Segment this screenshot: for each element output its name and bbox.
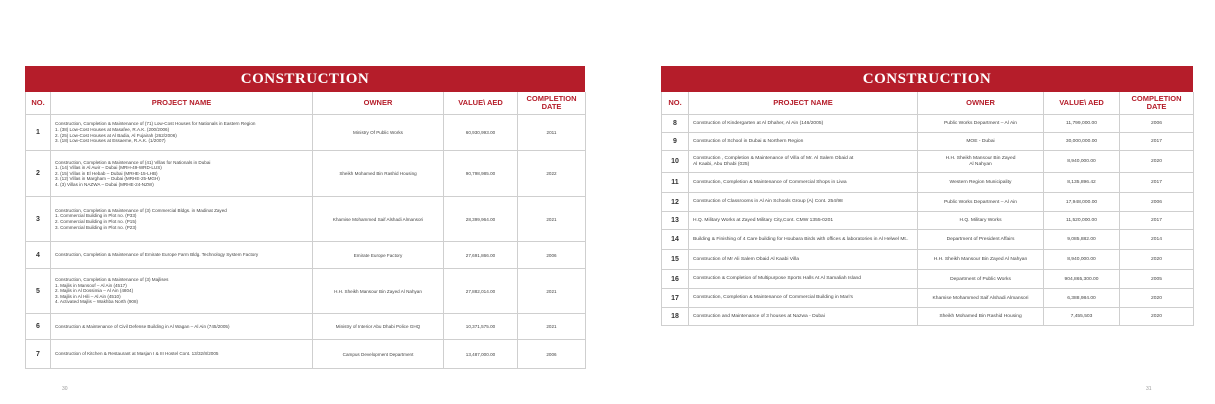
row-owner: Department of Public Works	[918, 270, 1044, 289]
row-owner: Khamise Mohammed Saif Alshadi Almansori	[313, 197, 444, 242]
row-project: Building & Finishing of 4 Care building for Houbara Birds with offices & laboratories in Al Helwel Mt..	[689, 230, 918, 250]
page-number-left: 30	[62, 386, 68, 392]
row-project: Construction, Completion & Maintenance of Commercial Shops in Liwa	[689, 173, 918, 193]
table-row	[662, 193, 1194, 212]
col-header-value: VALUE\ AED	[444, 92, 518, 115]
row-no: 7	[26, 340, 51, 369]
projects-table	[661, 92, 1194, 326]
table-row	[26, 242, 586, 269]
row-date: 2006	[518, 242, 586, 269]
row-value: 7,455,503	[1044, 308, 1120, 326]
table-row	[26, 115, 586, 151]
row-value: 27,691,866.00	[444, 242, 518, 269]
row-value: 8,940,000.00	[1044, 250, 1120, 270]
left-page	[25, 66, 585, 369]
row-date: 2017	[1120, 173, 1194, 193]
row-no: 5	[26, 269, 51, 314]
row-date: 2022	[518, 151, 586, 197]
row-owner: Sheikh Mohamed Bin Rashid Housing	[313, 151, 444, 197]
row-project: Construction of Classrooms in Al Ain Schools Group (A) Cont. 254/98	[689, 193, 918, 212]
row-no: 12	[662, 193, 689, 212]
col-header-no: NO.	[662, 92, 689, 115]
row-project: Construction, Completion & Maintenance of Emirate Europe Farm Bldg. Technology System Factory	[51, 242, 313, 269]
page-number-right: 31	[1146, 386, 1152, 392]
row-value: 17,948,000.00	[1044, 193, 1120, 212]
row-no: 8	[662, 115, 689, 133]
row-date: 2011	[518, 115, 586, 151]
section-title: CONSTRUCTION	[25, 66, 585, 92]
row-project: Construction of Kitchen & Restaurant at Masjan I & III Hostel Cont. 13/32/8/2005	[51, 340, 313, 369]
row-no: 14	[662, 230, 689, 250]
row-date: 2021	[518, 269, 586, 314]
row-no: 18	[662, 308, 689, 326]
row-project: Construction and Maintenance of 3 houses at Nazwa - Dubai	[689, 308, 918, 326]
row-value: 13,487,000.00	[444, 340, 518, 369]
section-title: CONSTRUCTION	[661, 66, 1193, 92]
table-row	[662, 289, 1194, 308]
projects-table	[25, 92, 586, 369]
row-no: 6	[26, 314, 51, 340]
row-project: Construction & Completion of Multipurpose Sports Halls At Al Samaliah Island	[689, 270, 918, 289]
row-owner: H.Q. Military Works	[918, 212, 1044, 230]
table-row	[26, 269, 586, 314]
row-no: 13	[662, 212, 689, 230]
row-value: 904,865,300.00	[1044, 270, 1120, 289]
row-value: 27,882,014.00	[444, 269, 518, 314]
row-project: Construction & Maintenance of Civil Defense Building in Al Wagan – Al Ain (745/2005)	[51, 314, 313, 340]
row-owner: Ministry Of Public Works	[313, 115, 444, 151]
row-owner: MOE - Dubai	[918, 133, 1044, 151]
row-value: 30,000,000.00	[1044, 133, 1120, 151]
row-no: 9	[662, 133, 689, 151]
row-date: 2021	[518, 314, 586, 340]
row-value: 60,930,993.00	[444, 115, 518, 151]
row-no: 17	[662, 289, 689, 308]
row-date: 2017	[1120, 212, 1194, 230]
row-owner: H.H. Sheikh Mansour Bin Zayed Al Nahyan	[918, 250, 1044, 270]
row-owner: Khamise Mohammed Saif Alshadi Almansori	[918, 289, 1044, 308]
row-owner: Sheikh Mohamed Bin Rashid Housing	[918, 308, 1044, 326]
row-project: Construction of School in Dubai & Northern Region	[689, 133, 918, 151]
row-no: 10	[662, 151, 689, 173]
table-row	[662, 133, 1194, 151]
row-no: 4	[26, 242, 51, 269]
row-date: 2017	[1120, 133, 1194, 151]
row-value: 8,135,896.42	[1044, 173, 1120, 193]
row-date: 2006	[1120, 193, 1194, 212]
row-date: 2020	[1120, 289, 1194, 308]
col-header-no: NO.	[26, 92, 51, 115]
row-owner: Department of President Affairs	[918, 230, 1044, 250]
table-row	[662, 308, 1194, 326]
row-project: Construction, Completion & Maintenance of Commercial Building in Mari's	[689, 289, 918, 308]
table-row	[662, 230, 1194, 250]
row-project: Construction of Kindergarten at Al Dhaher, Al Ain (146/2005)	[689, 115, 918, 133]
row-project: Construction, Completion & Maintenance of (41) Villas for Nationals in Dubai 1. (14) Villas in Al Awir – Dubai (MRH-49-WRD-LUS) 2. (15) Villas in El Hebab – Dubai (MRHE-15-LHB) 3. (12) Villas in Margham – Dubai (MRHE-25-MGH) 4. (3) Villas in NAZWA – Dubai (MRHE-24-NZW)	[51, 151, 313, 197]
table-row	[662, 115, 1194, 133]
row-value: 28,399,964.00	[444, 197, 518, 242]
row-project: Construction of Mr Ali Salem Obaid Al Kaabi Villa	[689, 250, 918, 270]
right-page	[661, 66, 1193, 326]
row-project: H.Q. Military Works at Zayed Military City,Cont. CMW 1355-0201	[689, 212, 918, 230]
table-header-row	[662, 92, 1194, 115]
table-row	[26, 340, 586, 369]
row-owner: H.H. Sheikh Mansour Bin Zayed Al Nahyan	[918, 151, 1044, 173]
row-value: 6,388,984.00	[1044, 289, 1120, 308]
row-value: 11,799,000.00	[1044, 115, 1120, 133]
table-header-row	[26, 92, 586, 115]
table-row	[662, 212, 1194, 230]
row-project: Construction, Completion & Maintenance of (3) Commercial Bldgs. in Madinat Zayed 1. Commercial Building in Plot no. (P33) 2. Commercial Building in Plot no. (P15) 3. Commercial Building in Plot no. (P23)	[51, 197, 313, 242]
row-value: 8,940,000.00	[1044, 151, 1120, 173]
row-project: Construction, Completion & Maintenance of (3) Majlises 1. Majlis in Mansoof – Al Ain (4517) 2. Majlis in Al Dossimia – Al Ain (4804) 3. Majlis in Al Hili – Al Ain (4510) 4. Activated Majlis – Wakhba North (908)	[51, 269, 313, 314]
row-date: 2005	[1120, 270, 1194, 289]
col-header-completion: COMPLETION DATE	[1120, 92, 1194, 115]
row-date: 2014	[1120, 230, 1194, 250]
row-date: 2020	[1120, 308, 1194, 326]
col-header-owner: OWNER	[918, 92, 1044, 115]
row-project: Construction , Completion & Maintenance of Villa of Mr. Al Salem Obaid at Al Kaabi, Abu Dhabi (025)	[689, 151, 918, 173]
row-owner: Campus Development Department	[313, 340, 444, 369]
table-row	[662, 250, 1194, 270]
row-no: 16	[662, 270, 689, 289]
row-value: 10,371,575.00	[444, 314, 518, 340]
row-owner: H.H. Sheikh Mansour Bin Zayed Al Nahyan	[313, 269, 444, 314]
row-date: 2006	[518, 340, 586, 369]
row-date: 2006	[1120, 115, 1194, 133]
row-owner: Public Works Department – Al Ain	[918, 115, 1044, 133]
col-header-completion: COMPLETION DATE	[518, 92, 586, 115]
table-row	[662, 173, 1194, 193]
row-no: 2	[26, 151, 51, 197]
row-no: 3	[26, 197, 51, 242]
row-owner: Emirate Europe Factory	[313, 242, 444, 269]
row-no: 11	[662, 173, 689, 193]
col-header-value: VALUE\ AED	[1044, 92, 1120, 115]
row-value: 11,520,000.00	[1044, 212, 1120, 230]
table-row	[26, 314, 586, 340]
row-owner: Ministry of Interior Abu Dhabi Police GHQ	[313, 314, 444, 340]
row-date: 2021	[518, 197, 586, 242]
table-row	[662, 151, 1194, 173]
row-date: 2020	[1120, 151, 1194, 173]
table-row	[26, 197, 586, 242]
row-date: 2020	[1120, 250, 1194, 270]
col-header-project: PROJECT NAME	[689, 92, 918, 115]
row-value: 9,085,882.00	[1044, 230, 1120, 250]
col-header-project: PROJECT NAME	[51, 92, 313, 115]
row-no: 1	[26, 115, 51, 151]
col-header-owner: OWNER	[313, 92, 444, 115]
row-owner: Public Works Department – Al Ain	[918, 193, 1044, 212]
row-value: 90,798,985.00	[444, 151, 518, 197]
table-row	[26, 151, 586, 197]
row-owner: Western Region Municipality	[918, 173, 1044, 193]
row-no: 15	[662, 250, 689, 270]
row-project: Construction, Completion & Maintenance of (71) Low-Cost Houses for Nationals in Eastern Region 1. (38) Low-Cost Houses at Masafee, R.A.K. (200/2006) 2. (25) Low-Cost Houses at Al Badia, Al Fujairah (262/2006) 3. (18) Low-Cost Houses at Essaeme, R.A.K. (1/2007)	[51, 115, 313, 151]
table-row	[662, 270, 1194, 289]
